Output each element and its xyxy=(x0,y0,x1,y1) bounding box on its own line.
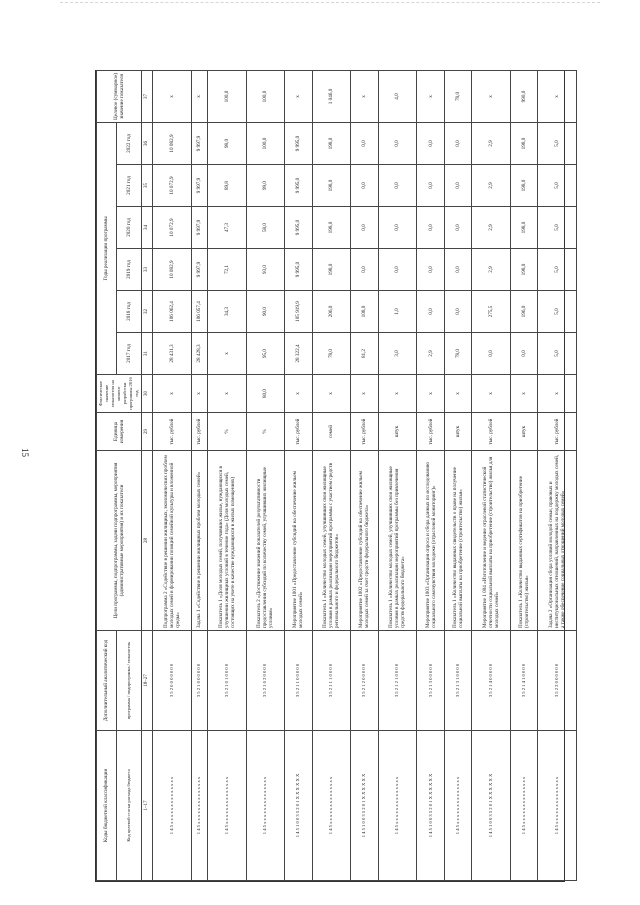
row-year-value: 93,0 xyxy=(246,249,285,291)
row-extra-codes: 3 5 2 1 0 0 0 0 0 0 xyxy=(191,631,208,731)
table-row xyxy=(153,70,192,880)
row-final-value: х xyxy=(538,70,577,122)
table-row xyxy=(444,70,472,880)
row-extra-codes: 3 5 2 1 2 1 0 0 0 0 xyxy=(378,631,417,731)
row-year-value: 0,0 xyxy=(351,207,379,249)
row-unit: тыс. рублей xyxy=(472,413,511,451)
row-base-value: х xyxy=(510,375,538,413)
row-year-value: 0,0 xyxy=(378,249,417,291)
row-unit: тыс. рублей xyxy=(153,413,192,451)
row-year-value: 72,1 xyxy=(208,249,247,291)
row-description: Задача 1 «Содействие в решении жилищных проблем молодых семей» xyxy=(191,451,208,631)
row-final-value: 1 046,0 xyxy=(312,70,351,122)
row-year-value: 198,0 xyxy=(510,207,538,249)
col-number: 34 xyxy=(142,207,153,249)
row-budget-codes: 1 4 5 х х х х х х х х х х х х х х xyxy=(246,731,285,881)
header-year: 2022 год xyxy=(116,122,141,164)
row-year-value: 198,0 xyxy=(510,165,538,207)
row-year-value: 196,0 xyxy=(510,291,538,333)
row-base-value: х xyxy=(208,375,247,413)
col-number: 28 xyxy=(142,451,153,631)
row-year-value: 0,0 xyxy=(444,122,472,164)
table-row xyxy=(510,70,538,880)
code-header-item: показатель xyxy=(125,641,131,663)
row-year-value: 9 995,0 xyxy=(285,122,313,164)
table-row xyxy=(312,70,351,880)
row-year-value: 0,0 xyxy=(444,291,472,333)
row-unit: штук xyxy=(444,413,472,451)
row-base-value: х xyxy=(191,375,208,413)
row-year-value: 9 997,9 xyxy=(191,249,208,291)
row-year-value: 5,0 xyxy=(538,291,577,333)
col-number: 37 xyxy=(142,70,153,122)
row-extra-codes: 3 5 2 1 4 1 0 0 0 0 xyxy=(510,631,538,731)
row-year-value: 5,0 xyxy=(538,207,577,249)
row-year-value: 9 995,0 xyxy=(285,165,313,207)
row-unit: % xyxy=(208,413,247,451)
row-year-value: 0,0 xyxy=(351,122,379,164)
row-year-value: 0,0 xyxy=(417,207,445,249)
col-number: 33 xyxy=(142,249,153,291)
header-expense-code: Код целевой статьи расхода бюджета xyxy=(116,731,141,881)
row-budget-codes: 1 4 5 х х х х х х х х х х х х х х xyxy=(312,731,351,881)
row-year-value: 198,0 xyxy=(312,249,351,291)
row-year-value: 5,0 xyxy=(538,165,577,207)
row-year-value: 9 995,0 xyxy=(285,207,313,249)
row-description: Показатель 1 «Количество молодых семей, улучшивших свои жилищные условия в рамках реализации мероприятий программы без привлечения средств федерального бюджета» xyxy=(378,451,417,631)
table-row xyxy=(246,70,285,880)
row-final-value: 100,0 xyxy=(246,70,285,122)
row-budget-codes: 1 4 5 х х х х х х х х х х х х х х xyxy=(208,731,247,881)
row-year-value: 0,0 xyxy=(417,122,445,164)
row-year-value: 78,0 xyxy=(312,333,351,375)
scan-noise-line xyxy=(60,2,600,9)
row-year-value: 198,0 xyxy=(510,122,538,164)
col-number: 36 xyxy=(142,122,153,164)
table-row xyxy=(472,70,511,880)
row-unit: тыс. рублей xyxy=(538,413,577,451)
col-number: 1–17 xyxy=(142,731,153,881)
row-description: Показатель 1 «Количество выданных сертификатов на приобретение (строительство) жилья» xyxy=(510,451,538,631)
row-year-value: 2,9 xyxy=(472,122,511,164)
row-year-value: 28 322,4 xyxy=(285,333,313,375)
header-unit: Единица измерения xyxy=(97,413,142,451)
row-budget-codes: 1 4 5 х х х х х х х х х х х х х х xyxy=(444,731,472,881)
program-indicators-table xyxy=(96,70,577,881)
table-row xyxy=(378,70,417,880)
row-final-value: х xyxy=(153,70,192,122)
row-unit: тыс. рублей xyxy=(285,413,313,451)
row-year-value: 3,0 xyxy=(378,333,417,375)
row-year-value: 5,0 xyxy=(538,249,577,291)
row-final-value: 100,0 xyxy=(208,70,247,122)
row-year-value: 0,0 xyxy=(444,165,472,207)
row-year-value: 0,0 xyxy=(378,122,417,164)
row-extra-codes: 3 5 2 2 0 0 0 0 0 0 xyxy=(538,631,577,731)
table-row xyxy=(285,70,313,880)
row-year-value: 0,0 xyxy=(378,165,417,207)
row-year-value: 95,0 xyxy=(246,333,285,375)
row-base-value: х xyxy=(538,375,577,413)
code-header-item: подпрограмма xyxy=(125,666,131,695)
table-row xyxy=(208,70,247,880)
row-budget-codes: 1 4 5 1 0 0 3 5 2 0 1 Х Х Х Х Х Х xyxy=(472,731,511,881)
row-year-value: 0,0 xyxy=(417,291,445,333)
row-final-value: 4,0 xyxy=(378,70,417,122)
row-year-value: 2,9 xyxy=(417,333,445,375)
row-year-value: 58,0 xyxy=(246,207,285,249)
row-description: Мероприятие 1003 «Организация опроса и сбора данных по исследованию социального самочувствия молодежи (отраслевой мониторинг)» xyxy=(417,451,445,631)
row-base-value: х xyxy=(153,375,192,413)
row-budget-codes: 1 4 5 х х х х х х х х х х х х х х xyxy=(538,731,577,881)
row-unit: % xyxy=(246,413,285,451)
row-base-value: 80,0 xyxy=(246,375,285,413)
row-year-value: 10 082,9 xyxy=(153,122,192,164)
row-description: Задача 2 «Организация сбора условий молодой семьи, правовых и институциональных отношений, направленных на поддержку молодых семей, а также обеспечение социальных отношений молодых семей» xyxy=(538,451,577,631)
row-year-value: 28 431,3 xyxy=(153,333,192,375)
row-budget-codes: 1 4 5 х х х х х х х х х х х х х х xyxy=(153,731,192,881)
header-years-group: Годы реализации программы xyxy=(97,122,117,374)
row-description: Показатель 1 «Количество молодых семей, улучшивших свои жилищные условия в рамках реализации мероприятий программы с участием средств регионального и федерального бюджетов» xyxy=(312,451,351,631)
row-final-value: х xyxy=(472,70,511,122)
row-year-value: 9 995,0 xyxy=(285,249,313,291)
header-extra-codes: Дополнительный аналитический код xyxy=(97,631,117,731)
row-description: Мероприятие 1001 «Предоставление субсидий на обеспечение жильем молодых семей» xyxy=(285,451,313,631)
rotated-table-wrapper xyxy=(96,71,567,881)
row-year-value: 275,5 xyxy=(472,291,511,333)
row-extra-codes: 3 5 2 1 2 0 0 0 0 0 xyxy=(351,631,379,731)
row-unit: штук xyxy=(378,413,417,451)
table-row xyxy=(351,70,379,880)
row-year-value: 0,0 xyxy=(351,249,379,291)
row-year-value: 89,8 xyxy=(208,165,247,207)
header-program-name: Цели программы, подпрограммы, задачи подпрограммы, мероприятия (административные мероприятия) и их показатели xyxy=(97,451,142,631)
row-description: Мероприятие 1002 «Предоставление субсидий на обеспечение жильем молодых семей за счет средств федерального бюджета» xyxy=(351,451,379,631)
row-extra-codes: 3 5 2 1 3 0 0 0 0 0 xyxy=(417,631,445,731)
row-extra-codes: 3 5 2 1 0 1 0 0 0 0 xyxy=(208,631,247,731)
row-year-value: 81,2 xyxy=(351,333,379,375)
table-body xyxy=(153,70,577,880)
row-unit: штук xyxy=(510,413,538,451)
row-year-value: 2,9 xyxy=(472,249,511,291)
row-year-value: х xyxy=(208,333,247,375)
col-number: 18–27 xyxy=(142,631,153,731)
row-description: Подпрограмма 2 «Содействие в решении жилищных, экономических проблем молодых семей в формировании позиций семейной культуры и вложенной среды» xyxy=(153,451,192,631)
header-year: 2019 год xyxy=(116,249,141,291)
row-base-value: х xyxy=(312,375,351,413)
row-year-value: 0,0 xyxy=(351,165,379,207)
row-extra-codes: 3 5 2 0 0 0 0 0 0 0 xyxy=(153,631,192,731)
table-row xyxy=(191,70,208,880)
row-year-value: 198,0 xyxy=(312,207,351,249)
row-year-value: 9 997,9 xyxy=(191,165,208,207)
row-final-value: х xyxy=(285,70,313,122)
row-year-value: 0,0 xyxy=(510,333,538,375)
header-code-details: программа / подпрограмма / показатель xyxy=(116,631,141,731)
row-final-value: х xyxy=(191,70,208,122)
row-year-value: 108,0 xyxy=(351,291,379,333)
row-year-value: 28 428,3 xyxy=(191,333,208,375)
col-number: 30 xyxy=(142,375,153,413)
row-final-value: х xyxy=(417,70,445,122)
row-base-value: х xyxy=(378,375,417,413)
row-year-value: 198,0 xyxy=(312,165,351,207)
col-number: 29 xyxy=(142,413,153,451)
row-year-value: 0,0 xyxy=(444,207,472,249)
row-year-value: 100,0 xyxy=(246,122,285,164)
row-year-value: 0,0 xyxy=(378,207,417,249)
row-description: Показатель 1 «Доля молодых семей, получивших жилье, нуждающихся в улучшении жилищных условий в течение года» (Доля молодых семей, состоящих на учете в качестве нуждающихся в жилых помещениях) xyxy=(208,451,247,631)
page-number: 15 xyxy=(20,448,30,457)
table-row xyxy=(417,70,445,880)
row-year-value: 99,0 xyxy=(246,165,285,207)
header-year: 2020 год xyxy=(116,207,141,249)
row-year-value: 5,0 xyxy=(538,333,577,375)
header-year: 2021 год xyxy=(116,165,141,207)
row-extra-codes: 3 5 2 1 4 0 0 0 0 0 xyxy=(472,631,511,731)
col-number: 32 xyxy=(142,291,153,333)
row-description: Показатель 2 «Достижение значений показателей результативности предоставления субсидий по количеству семей, улучшивших жилищные условия» xyxy=(246,451,285,631)
row-final-value: 990,0 xyxy=(510,70,538,122)
column-number-row xyxy=(142,70,153,880)
row-budget-codes: 1 4 5 1 0 0 3 5 2 0 1 Х Х Х Х Х Х xyxy=(285,731,313,881)
row-year-value: 10 072,9 xyxy=(153,207,192,249)
row-year-value: 0,0 xyxy=(417,165,445,207)
row-year-value: 78,0 xyxy=(444,333,472,375)
row-budget-codes: 1 4 5 1 0 0 3 5 2 0 1 Х Х Х Х Х Х xyxy=(351,731,379,881)
row-year-value: 2,9 xyxy=(472,207,511,249)
table-row xyxy=(538,70,577,880)
row-year-value: 106 062,4 xyxy=(153,291,192,333)
header-base-value: Фактическое значение показателя на момент разработки программы 2016 год xyxy=(97,375,142,413)
row-year-value: 34,3 xyxy=(208,291,247,333)
row-unit: тыс. рублей xyxy=(417,413,445,451)
row-extra-codes: 3 5 2 1 0 2 0 0 0 0 xyxy=(246,631,285,731)
row-base-value: х xyxy=(444,375,472,413)
header-budget-codes: Коды бюджетной классификации xyxy=(97,731,117,881)
col-number: 35 xyxy=(142,165,153,207)
row-year-value: 206,0 xyxy=(312,291,351,333)
row-year-value: 0,0 xyxy=(472,333,511,375)
row-year-value: 10 072,9 xyxy=(153,165,192,207)
row-final-value: х xyxy=(351,70,379,122)
col-number: 31 xyxy=(142,333,153,375)
row-year-value: 105 919,9 xyxy=(285,291,313,333)
row-year-value: 47,3 xyxy=(208,207,247,249)
row-budget-codes: 1 4 5 х х х х х х х х х х х х х х xyxy=(510,731,538,881)
row-base-value: х xyxy=(351,375,379,413)
row-year-value: 1,0 xyxy=(378,291,417,333)
row-description: Мероприятие 1 004 «Изготовление и ведение отраслевой статистической отчетности социальной выплаты на приобретение (строительство) жилья для молодых семей» xyxy=(472,451,511,631)
row-year-value: 198,0 xyxy=(312,122,351,164)
row-unit: семей xyxy=(312,413,351,451)
row-final-value: 78,0 xyxy=(444,70,472,122)
row-year-value: 106 057,4 xyxy=(191,291,208,333)
row-year-value: 9 997,9 xyxy=(191,207,208,249)
row-year-value: 5,0 xyxy=(538,122,577,164)
row-unit: тыс. рублей xyxy=(351,413,379,451)
row-base-value: х xyxy=(472,375,511,413)
row-year-value: 0,0 xyxy=(417,249,445,291)
row-extra-codes: 3 5 2 1 3 1 0 0 0 0 xyxy=(444,631,472,731)
row-extra-codes: 3 5 2 1 1 1 0 0 0 0 xyxy=(312,631,351,731)
row-base-value: х xyxy=(285,375,313,413)
row-year-value: 198,0 xyxy=(510,249,538,291)
header-year: 2017 год xyxy=(116,333,141,375)
row-year-value: 90,0 xyxy=(246,291,285,333)
row-year-value: 0,0 xyxy=(444,249,472,291)
row-year-value: 2,9 xyxy=(472,165,511,207)
row-extra-codes: 3 5 2 1 1 0 0 0 0 0 xyxy=(285,631,313,731)
header-final-value: Целевое (суммарное) значение показателя xyxy=(97,70,142,122)
row-base-value: х xyxy=(417,375,445,413)
row-budget-codes: 1 4 5 х х х х х х х х х х х х х х xyxy=(191,731,208,881)
row-budget-codes: 1 4 5 х х х х х х х х х х х х х х xyxy=(378,731,417,881)
row-year-value: 9 997,9 xyxy=(191,122,208,164)
row-budget-codes: 1 4 5 1 0 0 3 5 2 0 1 Х Х Х Х Х Х xyxy=(417,731,445,881)
code-header-item: программа xyxy=(125,698,131,720)
row-description: Показатель 1 «Количество выданных свидетельств о праве на получение социальной выплаты на приобретение (строительство) жилья» xyxy=(444,451,472,631)
row-year-value: 98,0 xyxy=(208,122,247,164)
header-year: 2018 год xyxy=(116,291,141,333)
scanned-table-sheet xyxy=(95,70,565,882)
row-year-value: 10 082,9 xyxy=(153,249,192,291)
row-unit: тыс. рублей xyxy=(191,413,208,451)
